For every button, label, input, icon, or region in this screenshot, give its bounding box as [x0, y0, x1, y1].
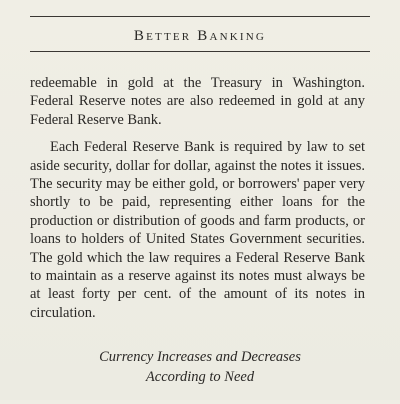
section-subheading [30, 347, 370, 387]
paragraph-continued: redeemable in gold at the Treasury in Washington. Federal Reserve notes are also redeemed in gold at any Federal Reserve Bank. [30, 75, 365, 128]
running-header: Better Banking [133, 28, 267, 44]
cut-off-text-line [30, 394, 370, 404]
paragraph-reserve-security: Each Federal Reserve Bank is required by law to set aside security, dollar for dollar, against the notes it issues. The security may be either gold, or borrowers' paper very shortly to be paid, representing either loans for the production or distribution of goods and farm products, or loans to holders of United States Government securities. The gold which the law requires a Federal Reserve Bank to maintain as a reserve against its notes must always be at least forty per cent. of the amount of its notes in circulation. [30, 139, 365, 321]
subheading-line-2: According to Need [145, 369, 255, 385]
subheading-line-1: Currency Increases and Decreases [99, 349, 301, 365]
body-text [30, 74, 365, 322]
header-top-rule [30, 16, 370, 17]
header-bottom-rule [30, 51, 370, 52]
